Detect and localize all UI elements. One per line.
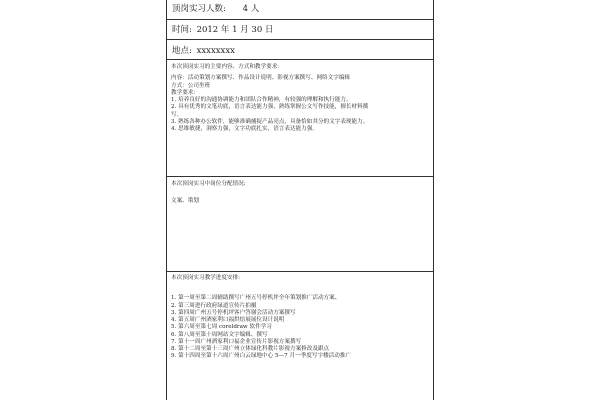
posts-title: 本次顶岗实习中岗位分配情况: [171, 181, 246, 187]
place-line [167, 40, 433, 56]
content-line: 内容：活动策划方案撰写、作品设计说明、影视方案撰写、网络文字编辑 [171, 75, 351, 82]
header-count-row [167, 0, 433, 20]
content-line: 教学要求： [171, 89, 199, 96]
count-value: 4 人 [242, 4, 260, 14]
content-line: 3. 熟练各种办公软件，能够准确捕捉产品亮点，具备恰如其分的文字表现能力。 [171, 118, 369, 125]
list-item: 6. 第八周至第十周网站文字编辑、撰写 [171, 331, 268, 338]
list-item: 7. 第十一周广州酒家利口福企业宣传片影视方案撰写 [171, 338, 302, 345]
time-value: 2012 年 1 月 30 日 [196, 25, 274, 35]
content-line: 1. 培养良好的沟通协调能力和团队合作精神，有较强的理解和执行能力。 [171, 97, 352, 104]
content-line: 4. 思维敏捷，洞察力强，文字功底扎实，语言表达能力强。 [171, 126, 318, 133]
list-item: 9. 第十四周至第十六周广州白云绿地中心 5—7 月一季度写字楼活动推广 [171, 353, 352, 360]
progress-title: 本次顶岗实习教学进度安排: [171, 275, 241, 281]
place-label: 地点: [172, 46, 192, 56]
time-line [167, 20, 433, 35]
progress-section [167, 272, 433, 400]
posts-section [167, 177, 433, 272]
list-item: 3. 第四周广州五号停机坪客户答谢会活动方案撰写 [171, 309, 296, 316]
list-item: 1. 第一周至第二周辅助撰写广州五号停机坪全年策划推广活动方案、 [171, 295, 341, 302]
count-label: 顶岗实习人数: [172, 4, 226, 14]
content-title: 本次顶岗实习的主要内容、方式和教学要求: [171, 64, 280, 70]
time-label: 时间: [172, 25, 192, 35]
content-section [167, 60, 433, 177]
posts-value: 文案、策划 [171, 198, 199, 205]
content-line: 写。 [171, 111, 183, 118]
practice-form [166, 0, 434, 400]
content-body [167, 71, 433, 133]
content-line: 2. 具有优秀的文笔功底，语言表达能力强，熟练掌握公文写作技能，擅长材料撰 [171, 104, 369, 111]
count-line [167, 0, 433, 14]
progress-list [167, 282, 433, 360]
header-time-row [167, 20, 433, 40]
list-item: 5. 第六周至第七周 coreldraw 软件学习 [171, 324, 272, 331]
header-place-row [167, 40, 433, 60]
list-item: 8. 第十二周至第十三周广州立体绿化科教片影视方案修改及跟点 [171, 346, 330, 353]
list-item: 4. 第五周广州酒家利口福烘焙展展位设计说明 [171, 317, 285, 324]
place-value: xxxxxxxx [196, 46, 235, 56]
content-line: 方式：公司坐班 [171, 82, 211, 89]
list-item: 2. 第三周进行政府绿道宣传片拍摄 [171, 302, 257, 309]
